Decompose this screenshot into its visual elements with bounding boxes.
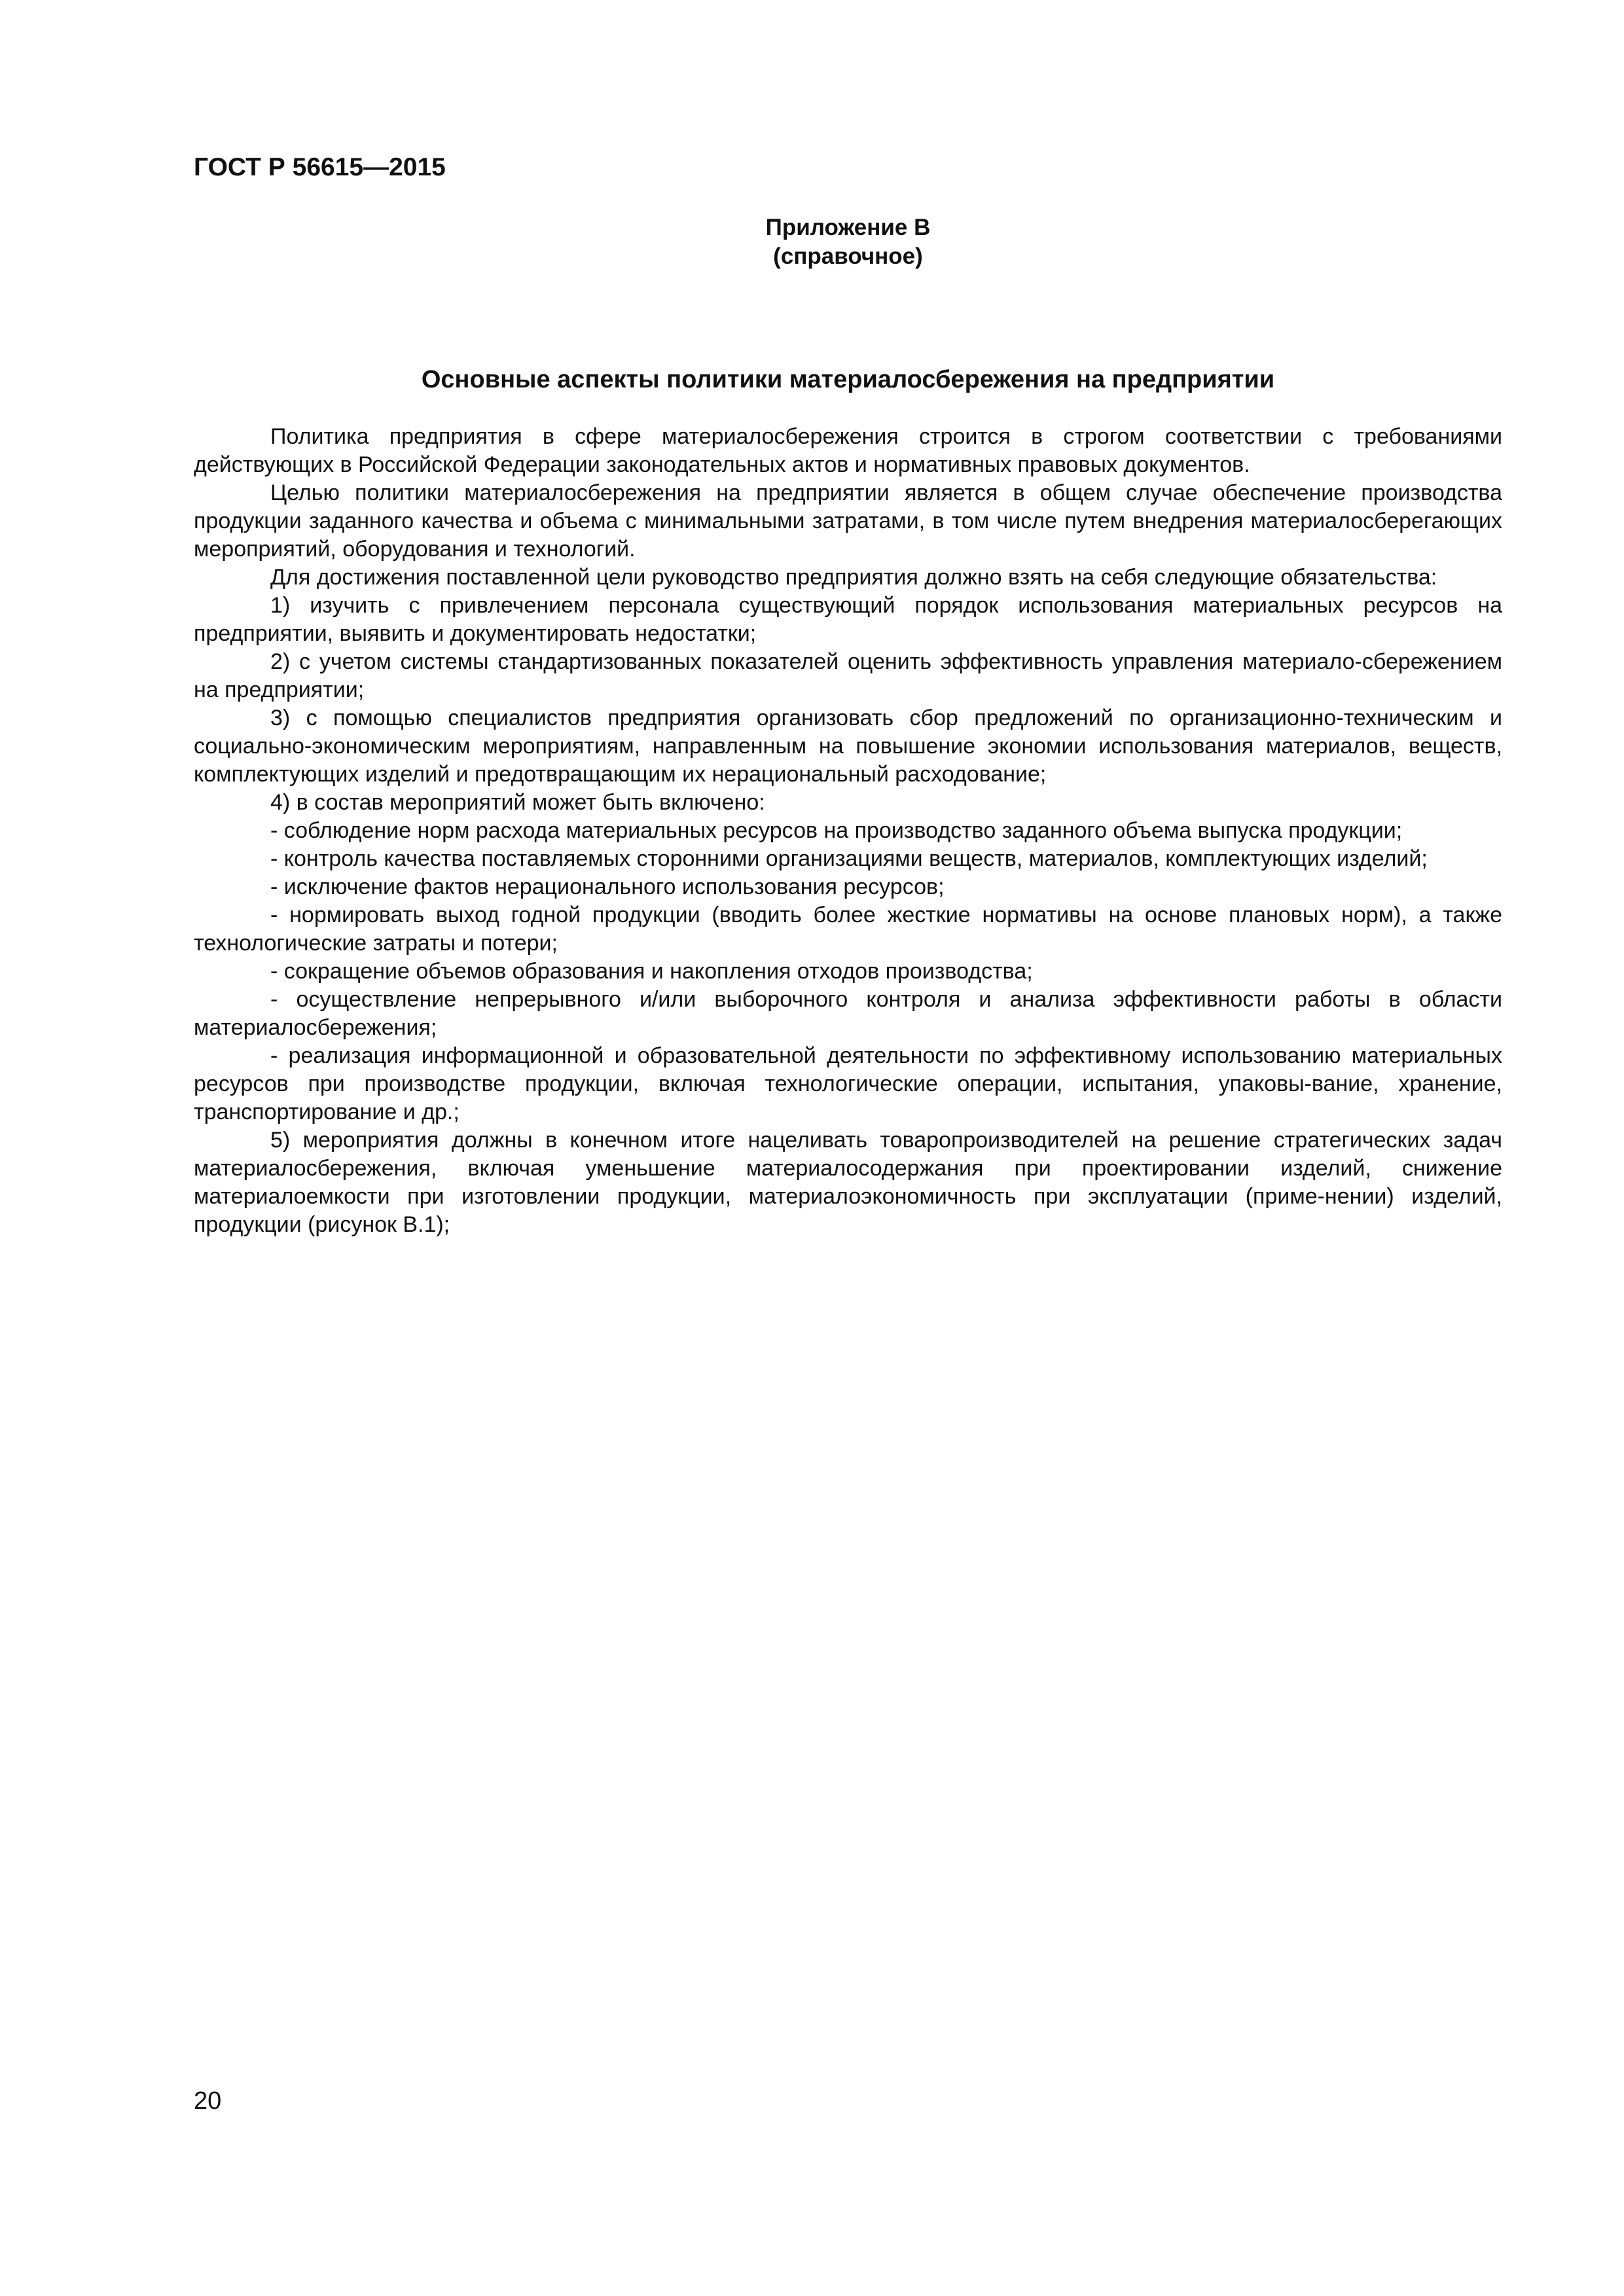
sub-item-norms: - соблюдение норм расхода материальных ресурсов на производство заданного объема выпуска продукции; — [270, 818, 1403, 843]
sub-item-quality-control: - контроль качества поставляемых сторонними организациями веществ, материалов, комплектующих изделий; — [270, 846, 1428, 871]
sub-item-information: - реализация информационной и образовательной деятельности по эффективному использованию материальных ресурсов при производстве продукции, включая технологические операции, испытания, упаковы-вание, хранение, транспортирование и др.; — [194, 1043, 1502, 1124]
sub-item-waste-reduction: - сокращение объемов образования и накопления отходов производства; — [270, 959, 1033, 984]
list-item-3: 3) с помощью специалистов предприятия организовать сбор предложений по организационно-техническим и социально-экономическим мероприятиям, направленным на повышение экономии использования материалов, веществ, комплектующих изделий и предотвращающим их нерациональный расходование; — [194, 706, 1502, 787]
paragraph-policy-basis: Политика предприятия в сфере материалосбережения строится в строгом соответствии с требованиями действующих в Российской Федерации законодательных актов и нормативных правовых документов. — [194, 424, 1502, 477]
page-number: 20 — [194, 2087, 222, 2115]
section-title: Основные аспекты политики материалосбережения на предприятии — [421, 366, 1275, 393]
appendix-title: Приложение В — [765, 215, 931, 240]
paragraph-policy-goal: Целью политики материалосбережения на предприятии является в общем случае обеспечение производства продукции заданного качества и объема с минимальными затратами, в том числе путем внедрения материалосберегающих мероприятий, оборудования и технологий. — [194, 480, 1502, 562]
list-item-1: 1) изучить с привлечением персонала существующий порядок использования материальных ресурсов на предприятии, выявить и документировать недостатки; — [194, 593, 1502, 646]
list-item-4: 4) в состав мероприятий может быть включено: — [270, 790, 765, 815]
appendix-heading — [194, 213, 1502, 271]
list-item-2: 2) с учетом системы стандартизованных показателей оценить эффективность управления материало-сбережением на предприятии; — [194, 649, 1502, 702]
sub-item-monitoring: - осуществление непрерывного и/или выборочного контроля и анализа эффективности работы в области материалосбережения; — [194, 987, 1502, 1040]
document-code: ГОСТ Р 56615—2015 — [194, 153, 446, 181]
sub-item-yield-norms: - нормировать выход годной продукции (вводить более жесткие нормативы на основе плановых норм), а также технологические затраты и потери; — [194, 903, 1502, 956]
sub-item-exclusion: - исключение фактов нерационального использования ресурсов; — [270, 874, 945, 899]
paragraph-obligations-intro: Для достижения поставленной цели руководство предприятия должно взять на себя следующие обязательства: — [270, 565, 1437, 590]
list-item-5: 5) мероприятия должны в конечном итоге нацеливать товаропроизводителей на решение стратегических задач материалосбережения, включая уменьшение материалосодержания при проектировании изделий, снижение материалоемкости при изготовлении продукции, материалоэкономичность при эксплуатации (приме-нении) изделий, продукции (рисунок В.1); — [194, 1128, 1502, 1237]
appendix-subtitle: (справочное) — [773, 243, 923, 269]
body-text — [194, 423, 1502, 1239]
